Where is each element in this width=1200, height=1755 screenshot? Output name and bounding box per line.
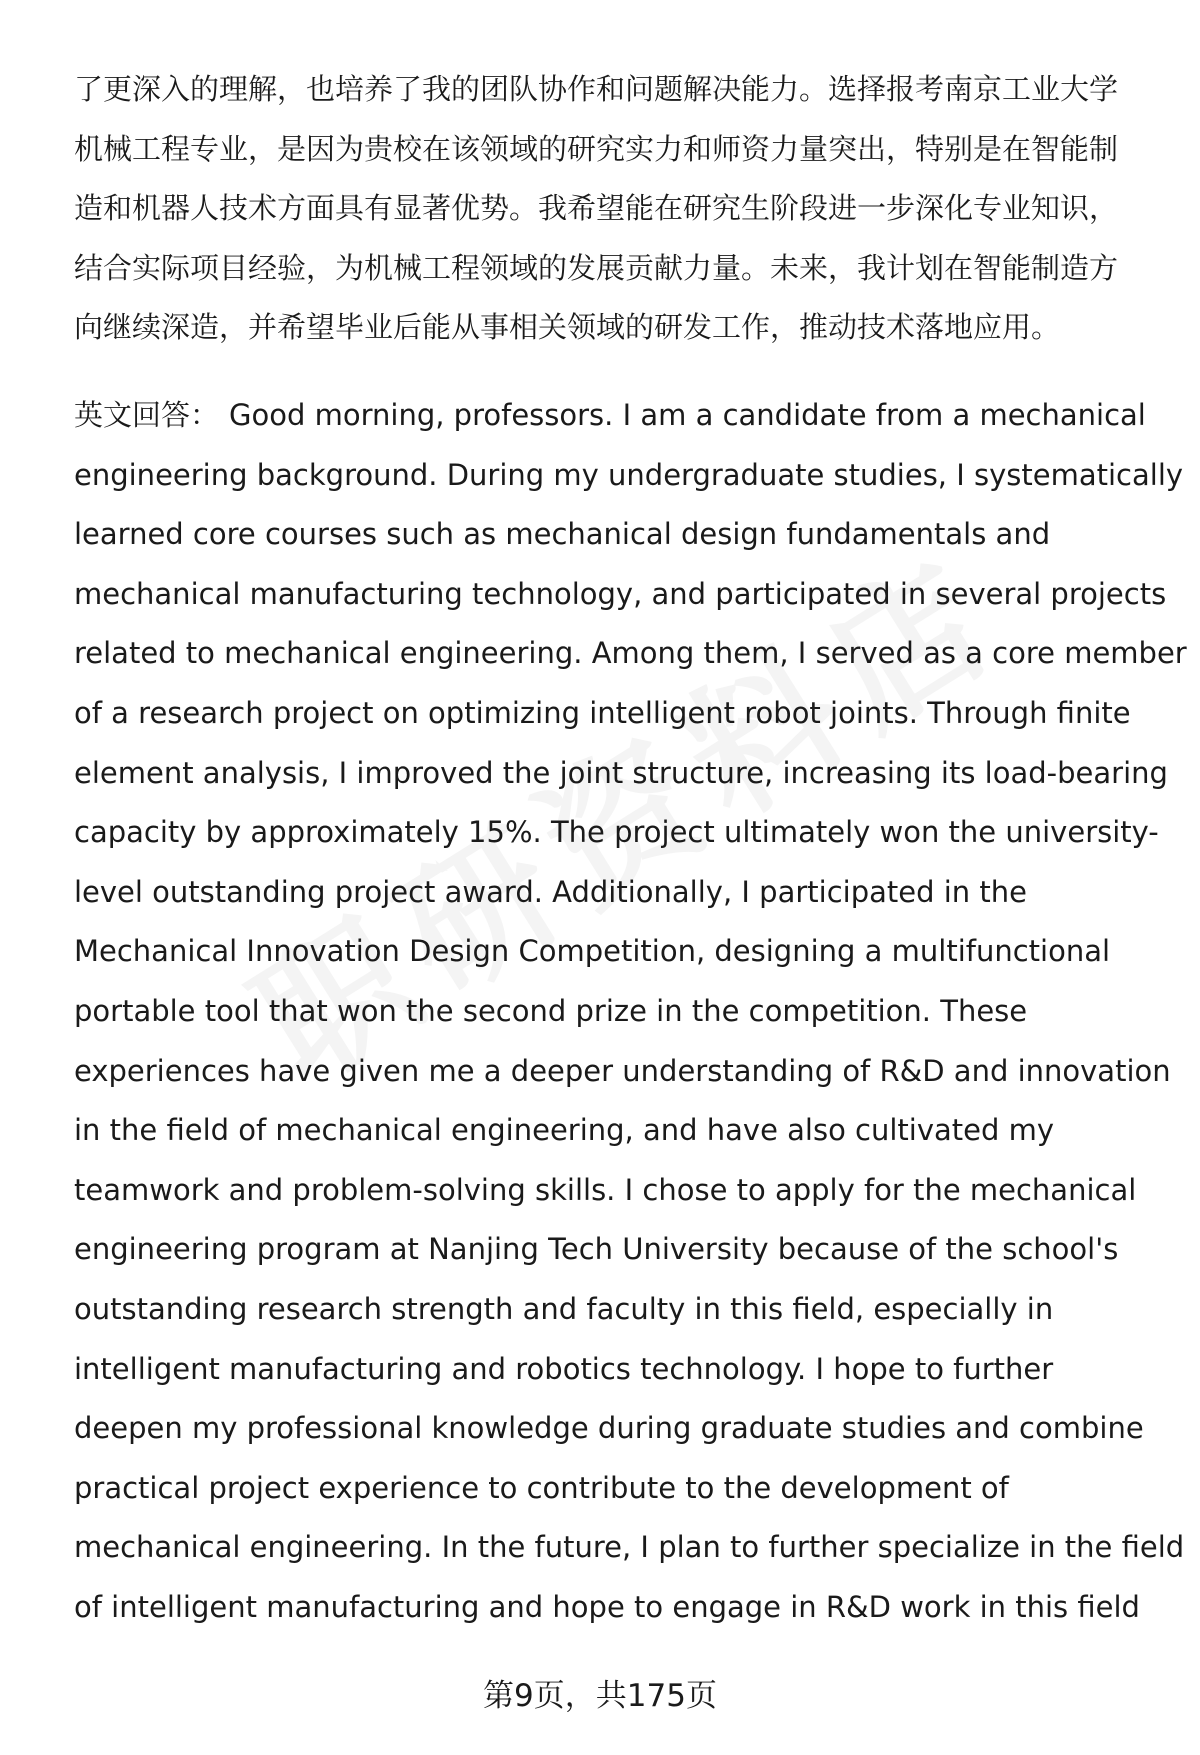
- paragraph-line: 结合实际项目经验，为机械工程领域的发展贡献力量。未来，我计划在智能制造方: [74, 250, 1119, 285]
- paragraph-line: teamwork and problem-solving skills. I chose to apply for the mechanical: [74, 1172, 1137, 1207]
- paragraph-line: 了更深入的理解，也培养了我的团队协作和问题解决能力。选择报考南京工业大学: [74, 72, 1119, 106]
- paragraph-line: intelligent manufacturing and robotics technology. I hope to further: [74, 1351, 1054, 1386]
- paragraph-line: outstanding research strength and faculty in this field, especially in: [74, 1291, 1054, 1326]
- paragraph-line: capacity by approximately 15%. The project ultimately won the university-: [74, 815, 1159, 850]
- english-answer-paragraph: [74, 386, 1187, 1637]
- paragraph-line: experiences have given me a deeper understanding of R&D and innovation: [74, 1053, 1171, 1088]
- paragraph-line: mechanical manufacturing technology, and participated in several projects: [74, 576, 1167, 611]
- paragraph-line: Mechanical Innovation Design Competition, designing a multifunctional: [74, 934, 1111, 969]
- paragraph-line: engineering background. During my undergraduate studies, I systematically: [74, 457, 1184, 492]
- paragraph-line: 向继续深造，并希望毕业后能从事相关领域的研发工作，推动技术落地应用。: [74, 310, 1061, 345]
- paragraph-line: practical project experience to contribute to the development of: [74, 1470, 1009, 1505]
- page-number-footer: 第9页，共175页: [483, 1678, 717, 1714]
- paragraph-line: engineering program at Nanjing Tech University because of the school's: [74, 1232, 1119, 1267]
- paragraph-line: related to mechanical engineering. Among them, I served as a core member: [74, 636, 1187, 671]
- paragraph-line: element analysis, I improved the joint structure, increasing its load-bearing: [74, 755, 1168, 790]
- paragraph-line: level outstanding project award. Additionally, I participated in the: [74, 874, 1027, 909]
- paragraph-line: of intelligent manufacturing and hope to engage in R&D work in this field: [74, 1589, 1140, 1624]
- paragraph-line: of a research project on optimizing intelligent robot joints. Through finite: [74, 695, 1131, 730]
- paragraph-line: mechanical engineering. In the future, I plan to further specialize in the field: [74, 1530, 1185, 1565]
- paragraph-line: 机械工程专业，是因为贵校在该领域的研究实力和师资力量突出，特别是在智能制: [74, 131, 1119, 166]
- paragraph-line: in the field of mechanical engineering, and have also cultivated my: [74, 1113, 1055, 1148]
- paragraph-line: learned core courses such as mechanical design fundamentals and: [74, 517, 1051, 552]
- english-answer-label: 英文回答：: [74, 398, 220, 432]
- paragraph-line-text: Good morning, professors. I am a candidate from a mechanical: [229, 398, 1146, 432]
- chinese-paragraph: [74, 60, 1162, 358]
- paragraph-first-line: [74, 386, 1162, 446]
- paragraph-line: deepen my professional knowledge during graduate studies and combine: [74, 1411, 1144, 1446]
- paragraph-line: portable tool that won the second prize in the competition. These: [74, 993, 1028, 1028]
- paragraph-line: 造和机器人技术方面具有显著优势。我希望能在研究生阶段进一步深化专业知识，: [74, 191, 1119, 226]
